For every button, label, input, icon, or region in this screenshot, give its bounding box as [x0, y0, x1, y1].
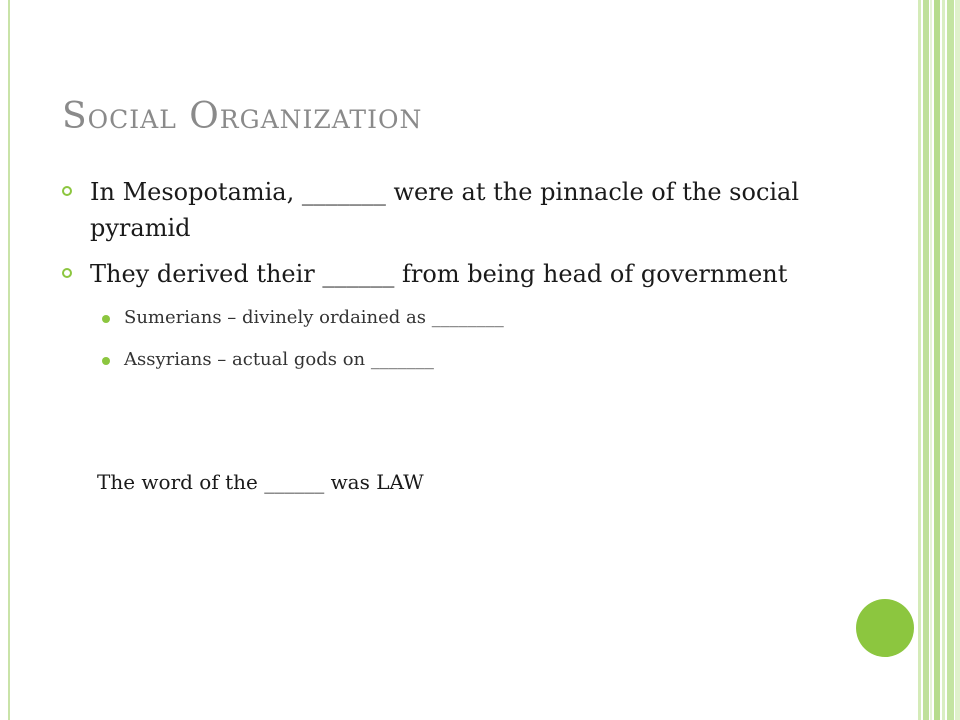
bullet-item [62, 256, 822, 292]
left-frame-line [8, 0, 10, 720]
filled-circle-bullet-icon [102, 357, 110, 365]
right-decorative-stripe [930, 0, 932, 720]
footer-statement: The word of the ______ was LAW [97, 470, 424, 494]
hollow-circle-bullet-icon [62, 186, 72, 196]
sub-bullet-text: Assyrians – actual gods on _______ [124, 349, 434, 370]
right-decorative-stripe [923, 0, 929, 720]
right-decorative-stripe [942, 0, 945, 720]
bullet-item [62, 174, 822, 246]
right-decorative-stripe [918, 0, 921, 720]
right-decorative-stripe [947, 0, 954, 720]
green-circle-icon [856, 599, 914, 657]
right-decorative-stripe [955, 0, 960, 720]
sub-bullet-text: Sumerians – divinely ordained as ________ [124, 307, 504, 328]
bullet-text: They derived their ______ from being head of government [90, 260, 788, 288]
filled-circle-bullet-icon [102, 315, 110, 323]
slide-title: Social Organization [62, 96, 423, 137]
bullet-list [62, 174, 822, 388]
hollow-circle-bullet-icon [62, 268, 72, 278]
sub-bullet-item [62, 304, 822, 332]
bullet-text: In Mesopotamia, _______ were at the pinnacle of the social pyramid [90, 178, 800, 242]
right-decorative-stripe [934, 0, 940, 720]
sub-bullet-item [62, 346, 822, 374]
